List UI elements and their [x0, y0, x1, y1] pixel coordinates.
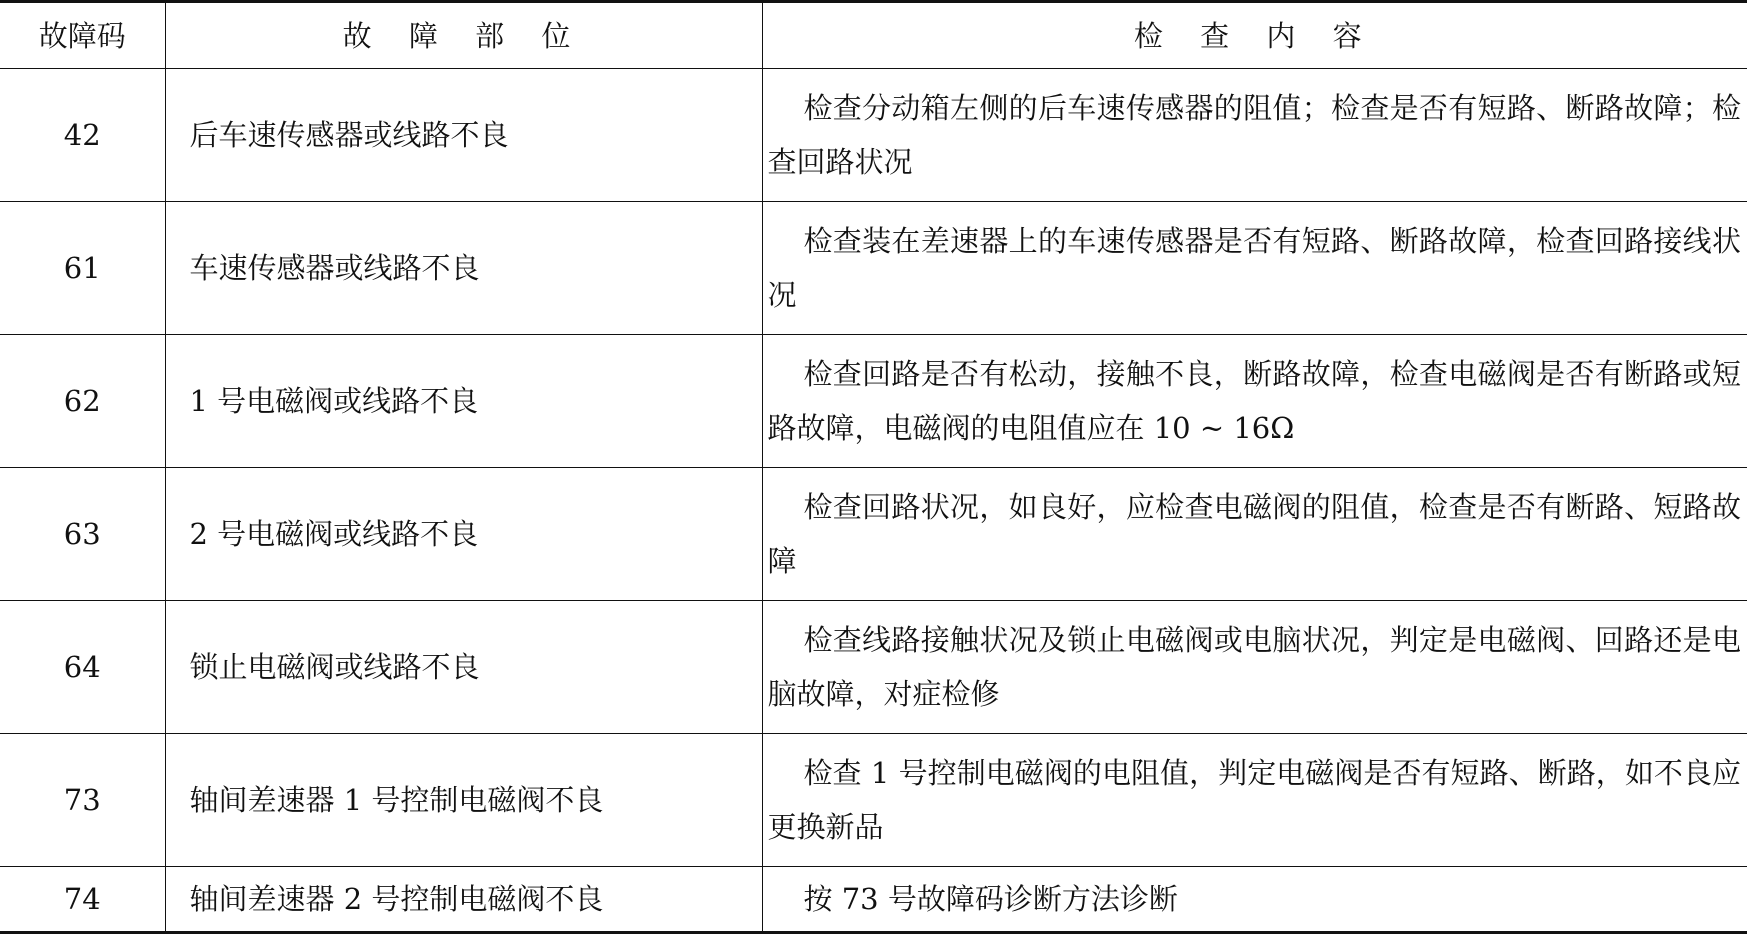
table-row: [0, 202, 1747, 335]
fault-location-cell: 锁止电磁阀或线路不良: [165, 601, 762, 734]
table-row: [0, 69, 1747, 202]
header-fault-code: 故障码: [0, 2, 165, 69]
table-row: [0, 601, 1747, 734]
fault-code-cell: 63: [0, 468, 165, 601]
check-content-cell: 检查分动箱左侧的后车速传感器的阻值；检查是否有短路、断路故障；检查回路状况: [762, 69, 1747, 202]
check-content-cell: 检查回路状况，如良好，应检查电磁阀的阻值，检查是否有断路、短路故障: [762, 468, 1747, 601]
fault-location-cell: 车速传感器或线路不良: [165, 202, 762, 335]
fault-code-cell: 74: [0, 867, 165, 933]
table-row: [0, 734, 1747, 867]
fault-location-cell: 轴间差速器 1 号控制电磁阀不良: [165, 734, 762, 867]
check-content-cell: 按 73 号故障码诊断方法诊断: [762, 867, 1747, 933]
fault-code-cell: 62: [0, 335, 165, 468]
table-row: [0, 867, 1747, 933]
check-content-cell: 检查装在差速器上的车速传感器是否有短路、断路故障，检查回路接线状况: [762, 202, 1747, 335]
table-header-row: [0, 2, 1747, 69]
check-content-cell: 检查 1 号控制电磁阀的电阻值，判定电磁阀是否有短路、断路，如不良应更换新品: [762, 734, 1747, 867]
table-row: [0, 335, 1747, 468]
fault-code-cell: 42: [0, 69, 165, 202]
header-check-content: 检 查 内 容: [762, 2, 1747, 69]
header-fault-location: 故 障 部 位: [165, 2, 762, 69]
fault-location-cell: 后车速传感器或线路不良: [165, 69, 762, 202]
fault-location-cell: 1 号电磁阀或线路不良: [165, 335, 762, 468]
check-content-cell: 检查回路是否有松动，接触不良，断路故障，检查电磁阀是否有断路或短路故障，电磁阀的电阻值应在 10 ~ 16Ω: [762, 335, 1747, 468]
fault-location-cell: 2 号电磁阀或线路不良: [165, 468, 762, 601]
table-row: [0, 468, 1747, 601]
fault-code-cell: 64: [0, 601, 165, 734]
fault-code-cell: 61: [0, 202, 165, 335]
check-content-cell: 检查线路接触状况及锁止电磁阀或电脑状况，判定是电磁阀、回路还是电脑故障，对症检修: [762, 601, 1747, 734]
fault-location-cell: 轴间差速器 2 号控制电磁阀不良: [165, 867, 762, 933]
fault-code-cell: 73: [0, 734, 165, 867]
